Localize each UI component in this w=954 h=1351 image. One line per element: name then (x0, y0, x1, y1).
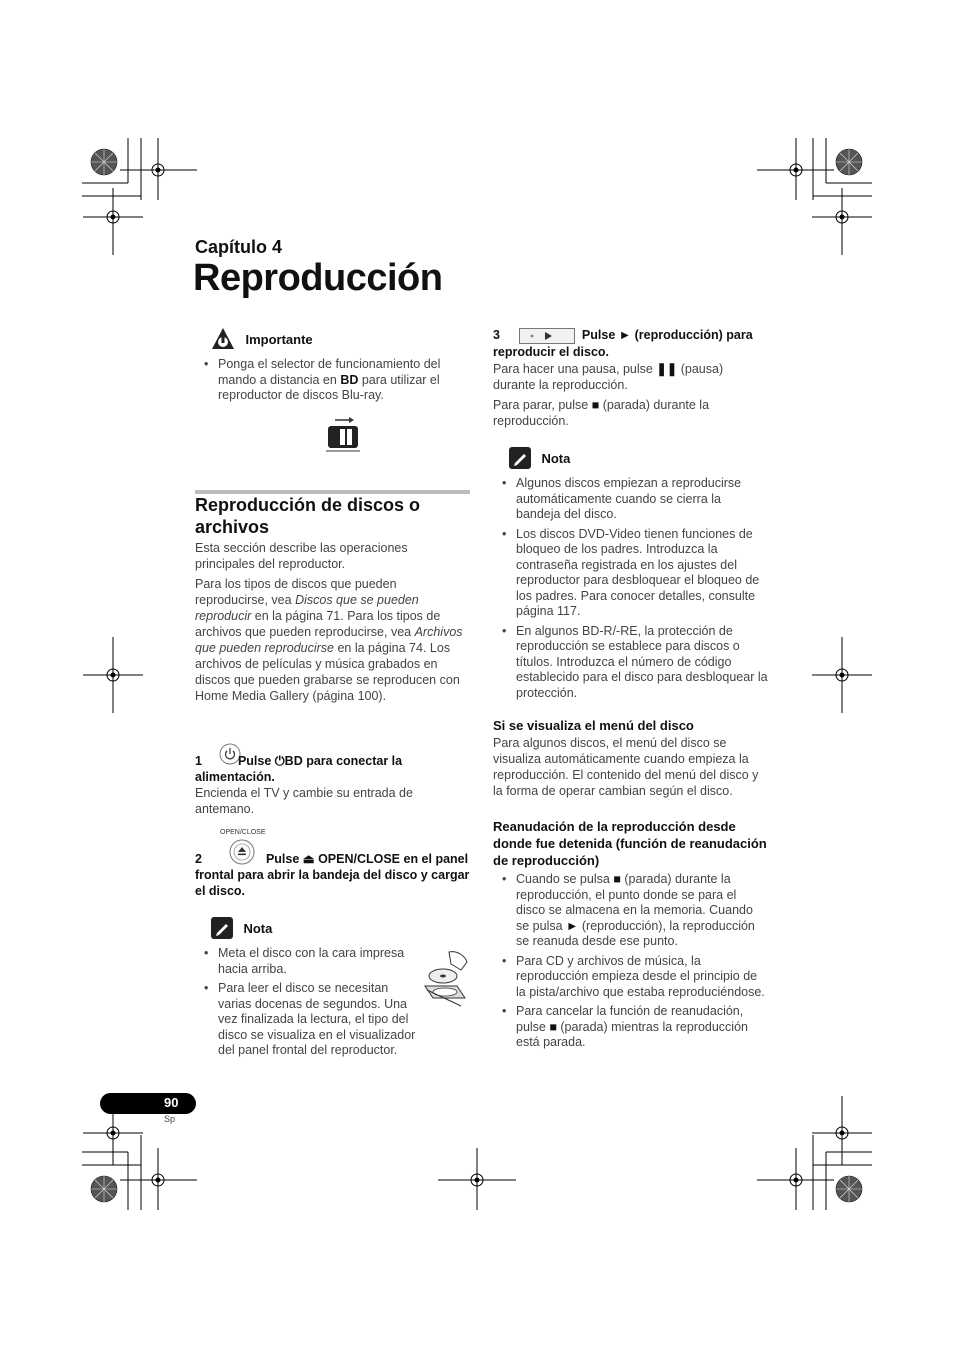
list-item: • Los discos DVD-Video tienen funciones de bloqueo de los padres. Introduzca la contraseña registrada en los ajustes del reproductor para desbloquear el bloqueo de los padres. Para conocer detalles, consulte página 117. (493, 527, 768, 620)
resume-section-title: Reanudación de la reproducción desde donde fue detenida (función de reanudación de reproducción) (493, 819, 767, 868)
step-1: 1 Pulse ⏻BD para conectar la alimentación. (195, 754, 403, 784)
list-item: • Cuando se pulsa ■ (parada) durante la reproducción, el punto donde se para el disco se almacena en la memoria. Cuando se pulsa ► (reproducción), la reproducción se reanuda desde ese punto. (493, 872, 768, 950)
play-icon: ► (618, 328, 632, 342)
stop-instructions: Para parar, pulse ■ (parada) durante la reproducción. (493, 398, 710, 428)
important-icon (211, 327, 235, 351)
power-icon: ⏻ (274, 754, 285, 768)
nota-left-list (195, 946, 420, 1063)
play-button-icon (519, 328, 575, 344)
menu-section-title: Si se visualiza el menú del disco (493, 718, 694, 733)
list-item: • Para cancelar la función de reanudación, pulse ■ (parada) mientras la reproducción está parada. (493, 1004, 768, 1051)
stop-icon: ■ (613, 872, 621, 886)
step-2: 2 Pulse ⏏ OPEN/CLOSE en el panel frontal para abrir la bandeja del disco y cargar el disco. (195, 852, 470, 898)
importante-heading (211, 327, 313, 351)
nota-left-heading: Nota (211, 917, 272, 939)
section-title: Reproducción de discos o archivos (195, 495, 421, 537)
page-title: Reproducción (193, 257, 443, 299)
list-item: • Para CD y archivos de música, la reproducción empieza desde el principio de la pista/archivo que estaba reproduciéndose. (493, 954, 768, 1001)
page-number: 90 (164, 1095, 179, 1110)
importante-list (195, 357, 470, 408)
nota-right-heading: Nota (509, 447, 570, 469)
step-3-body (493, 361, 768, 433)
step-3: 3 Pulse ► (reproducción) para reproducir el disco. (493, 328, 753, 359)
importante-label: Importante (245, 331, 313, 347)
list-item: • En algunos BD-R/-RE, la protección de reproducción se establece para discos o títulos. Introduzca el número de código establecido para el disco para desbloquear la protección. (493, 624, 768, 702)
nota-right-list (493, 476, 768, 705)
section-body (195, 540, 470, 708)
pause-instructions: Para hacer una pausa, pulse ❚❚ (pausa) durante la reproducción. (493, 362, 724, 392)
eject-icon: ⏏ (302, 852, 315, 866)
list-item: • Para leer el disco se necesitan varias docenas de segundos. Una vez finalizada la lectura, el tipo del disco se visualiza en el visualizador del panel frontal del reproductor. (195, 981, 420, 1059)
page-language: Sp (164, 1114, 176, 1124)
section-intro: Esta sección describe las operaciones principales del reproductor. (195, 541, 408, 571)
menu-section-text: Para algunos discos, el menú del disco se visualiza automáticamente cuando empieza la reproducción. El contenido del menú del disco y la forma de operar cambian según el disco. (493, 736, 759, 798)
resume-list (493, 872, 768, 1055)
stop-icon: ■ (549, 1019, 557, 1034)
disc-insert-illustration (421, 948, 471, 1010)
list-item: • Algunos discos empiezan a reproducirse automáticamente cuando se cierra la bandeja del disco. (493, 476, 768, 523)
note-pencil-icon (211, 917, 233, 939)
page-number-badge (100, 1093, 196, 1114)
pause-icon: ❚❚ (656, 362, 678, 376)
mode-selector-icon (325, 416, 361, 454)
open-close-button-label: OPEN/CLOSE (220, 829, 266, 836)
play-icon: ► (566, 918, 579, 933)
step-1-desc: Encienda el TV y cambie su entrada de antemano. (195, 786, 413, 816)
list-item: • Ponga el selector de funcionamiento del mando a distancia en BD para utilizar el reproductor de discos Blu-ray. (195, 357, 470, 404)
chapter-label: Capítulo 4 (195, 237, 283, 257)
list-item: • Meta el disco con la cara impresa hacia arriba. (195, 946, 420, 977)
stop-icon: ■ (591, 398, 600, 412)
section-types: Para los tipos de discos que pueden reproducirse, vea Discos que se pueden reproducir en la página 71. Para los tipos de archivos que pueden reproducirse, vea Archivos que pueden reproducirse en la página 74. Los archivos de películas y música grabados en discos que pueden grabarse se reproducen con Home Media Gallery (página 100). (195, 577, 463, 703)
note-pencil-icon (509, 447, 531, 469)
